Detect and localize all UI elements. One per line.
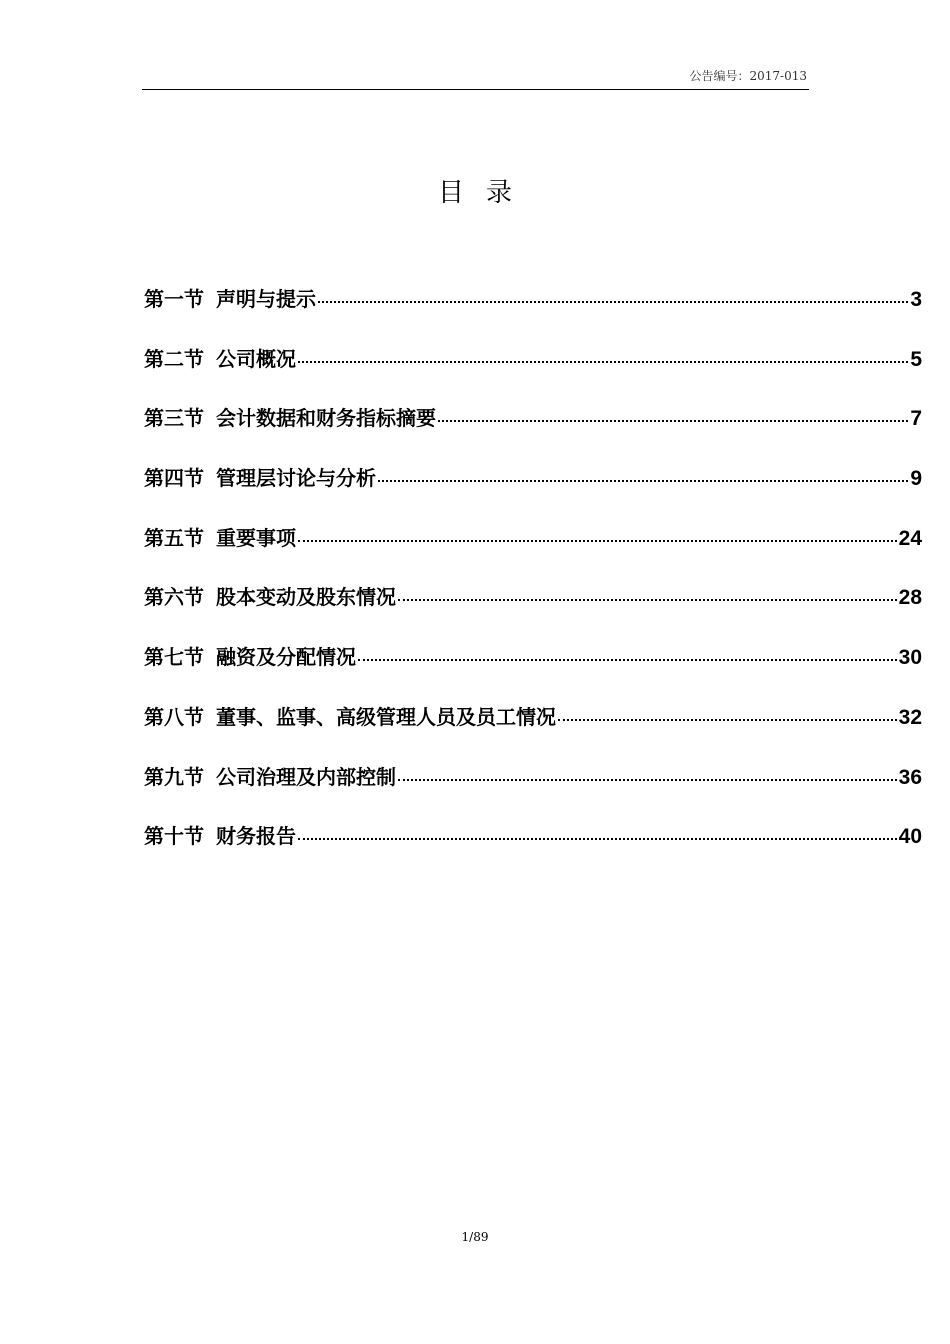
page-header [142, 62, 809, 90]
table-of-contents [144, 283, 922, 880]
toc-dot-leader [298, 360, 908, 363]
toc-item-9[interactable] [144, 761, 922, 821]
toc-dot-leader [378, 479, 908, 482]
toc-item-1[interactable] [144, 283, 922, 343]
toc-section-number: 第七节 [144, 645, 204, 670]
toc-section-title: 股本变动及股东情况 [216, 585, 396, 610]
toc-dot-leader [318, 300, 908, 303]
toc-page-number: 32 [898, 705, 922, 729]
toc-section-title: 董事、监事、高级管理人员及员工情况 [216, 704, 556, 729]
toc-item-8[interactable] [144, 701, 922, 761]
toc-item-5[interactable] [144, 522, 922, 582]
toc-section-number: 第四节 [144, 466, 204, 491]
toc-dot-leader [398, 778, 897, 781]
toc-dot-leader [438, 419, 908, 422]
toc-section-number: 第二节 [144, 346, 204, 371]
toc-section-title: 重要事项 [216, 525, 296, 550]
toc-section-number: 第九节 [144, 764, 204, 789]
toc-dot-leader [298, 539, 897, 542]
toc-item-7[interactable] [144, 641, 922, 701]
toc-section-title: 融资及分配情况 [216, 645, 356, 670]
page-footer [0, 1230, 950, 1244]
toc-page-number: 7 [910, 407, 922, 431]
page-title: 目录 [437, 178, 534, 208]
toc-section-number: 第六节 [144, 585, 204, 610]
toc-section-title: 公司治理及内部控制 [216, 764, 396, 789]
toc-section-title: 管理层讨论与分析 [216, 466, 376, 491]
announcement-number: 公告编号：2017-013 [689, 69, 807, 83]
toc-section-number: 第五节 [144, 525, 204, 550]
toc-item-3[interactable] [144, 402, 922, 462]
toc-item-4[interactable] [144, 462, 922, 522]
toc-section-title: 声明与提示 [216, 287, 316, 311]
toc-dot-leader [558, 718, 897, 721]
toc-item-6[interactable] [144, 581, 922, 641]
toc-section-number: 第一节 [144, 287, 204, 311]
toc-item-10[interactable] [144, 820, 922, 880]
toc-section-number: 第三节 [144, 406, 204, 431]
toc-page-number: 30 [898, 646, 922, 670]
toc-section-number: 第八节 [144, 704, 204, 729]
toc-page-number: 24 [898, 526, 922, 550]
toc-dot-leader [398, 598, 897, 601]
toc-section-title: 公司概况 [216, 346, 296, 371]
toc-dot-leader [358, 658, 897, 661]
toc-dot-leader [298, 837, 897, 840]
toc-page-number: 9 [910, 467, 922, 491]
toc-page-number: 40 [898, 825, 922, 849]
toc-page-number: 5 [910, 347, 922, 371]
page-indicator: 1/89 [461, 1230, 489, 1244]
toc-section-title: 会计数据和财务指标摘要 [216, 406, 436, 431]
toc-page-number: 36 [898, 765, 922, 789]
toc-item-2[interactable] [144, 343, 922, 403]
toc-page-number: 28 [898, 586, 922, 610]
toc-section-title: 财务报告 [216, 824, 296, 849]
toc-page-number: 3 [910, 288, 922, 311]
toc-section-number: 第十节 [144, 824, 204, 849]
